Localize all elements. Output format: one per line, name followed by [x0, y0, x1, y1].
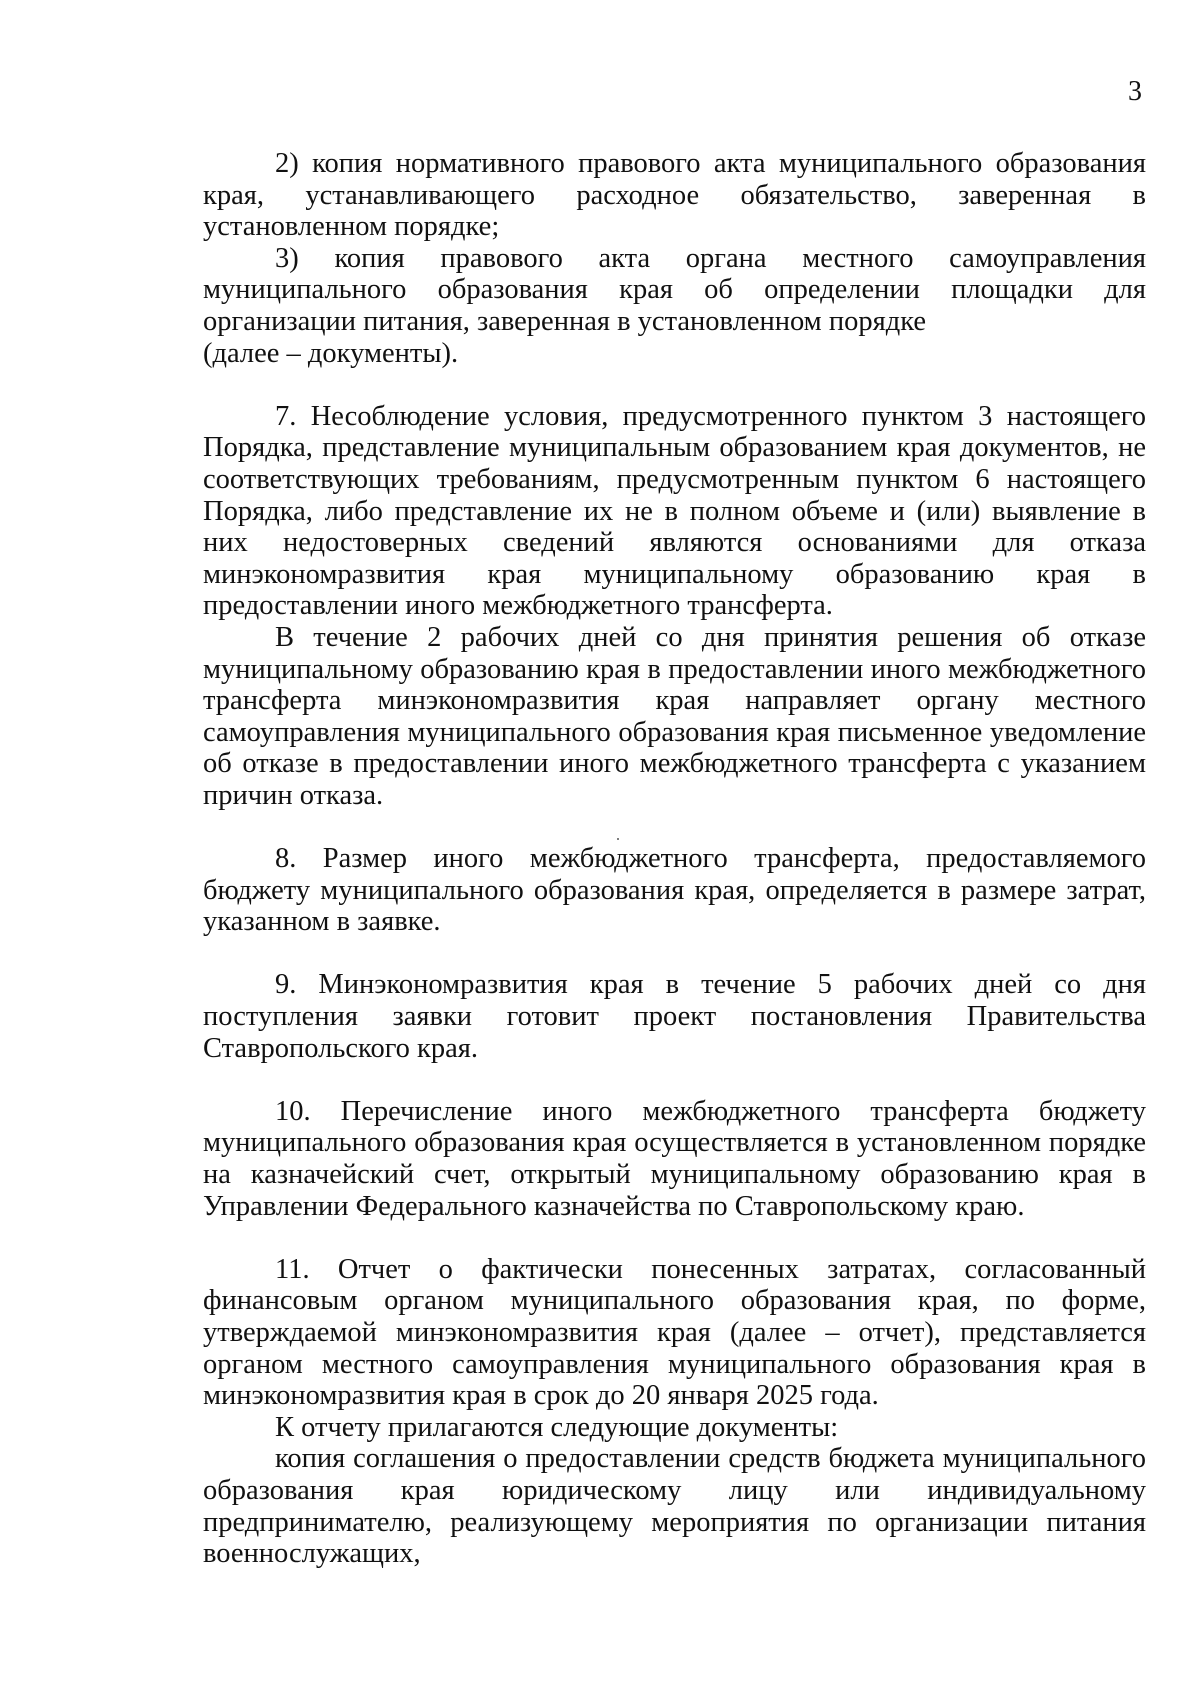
paragraph-documents-definition: (далее – документы).: [203, 337, 459, 369]
paragraph-clause-11: 11. Отчет о фактически понесенных затратах, согласованный финансовым органом муниципального образования края, по форме, утверждаемой минэкономразвития края (далее – отчет), представляется органом местного самоуправления муниципального образования края в минэкономразвития края в срок до 20 января 2025 года.: [203, 1253, 1146, 1412]
paragraph-attachments-intro: К отчету прилагаются следующие документы:: [275, 1411, 839, 1443]
paragraph-item-3: 3) копия правового акта органа местного самоуправления муниципального образования края об определении площадки для организации питания, заверенная в установленном порядке: [203, 242, 1146, 337]
spacer: [203, 1222, 1146, 1254]
paragraph-clause-7: 7. Несоблюдение условия, предусмотренного пунктом 3 настоящего Порядка, представление муниципальным образованием края документов, не соответствующих требованиям, предусмотренным пунктом 6 настоящего Порядка, либо представление их не в полном объеме и (или) выявление в них недостоверных сведений являются основаниями для отказа минэкономразвития края муниципальному образованию края в предоставлении иного межбюджетного трансферта.: [203, 400, 1146, 622]
paragraph-clause-8: 8. Размер иного межбюджетного трансферта, предоставляемого бюджету муниципального образования края, определяется в размере затрат, указанном в заявке.: [203, 843, 1146, 938]
spacer: [203, 938, 1146, 970]
spacer: [203, 1064, 1146, 1096]
spacer: [203, 369, 1146, 401]
document-body: [203, 148, 1146, 1570]
paragraph-clause-9: 9. Минэкономразвития края в течение 5 рабочих дней со дня поступления заявки готовит проект постановления Правительства Ставропольского края.: [203, 969, 1146, 1064]
paragraph-item-2: 2) копия нормативного правового акта муниципального образования края, устанавливающего расходное обязательство, заверенная в установленном порядке;: [203, 148, 1146, 243]
spacer: [203, 811, 1146, 843]
scan-artifact-dot: [617, 838, 619, 840]
page-number: 3: [1128, 76, 1142, 107]
paragraph-attachment-agreement: копия соглашения о предоставлении средств бюджета муниципального образования края юридическому лицу или индивидуальному предпринимателю, реализующему мероприятия по организации питания военнослужащих,: [203, 1443, 1146, 1570]
paragraph-clause-10: 10. Перечисление иного межбюджетного трансферта бюджету муниципального образования края осуществляется в установленном порядке на казначейский счет, открытый муниципальному образованию края в Управлении Федерального казначейства по Ставропольскому краю.: [203, 1095, 1146, 1222]
paragraph-clause-7-notice: В течение 2 рабочих дней со дня принятия решения об отказе муниципальному образованию края в предоставлении иного межбюджетного трансферта минэкономразвития края направляет органу местного самоуправления муниципального образования края письменное уведомление об отказе в предоставлении иного межбюджетного трансферта с указанием причин отказа.: [203, 621, 1146, 811]
